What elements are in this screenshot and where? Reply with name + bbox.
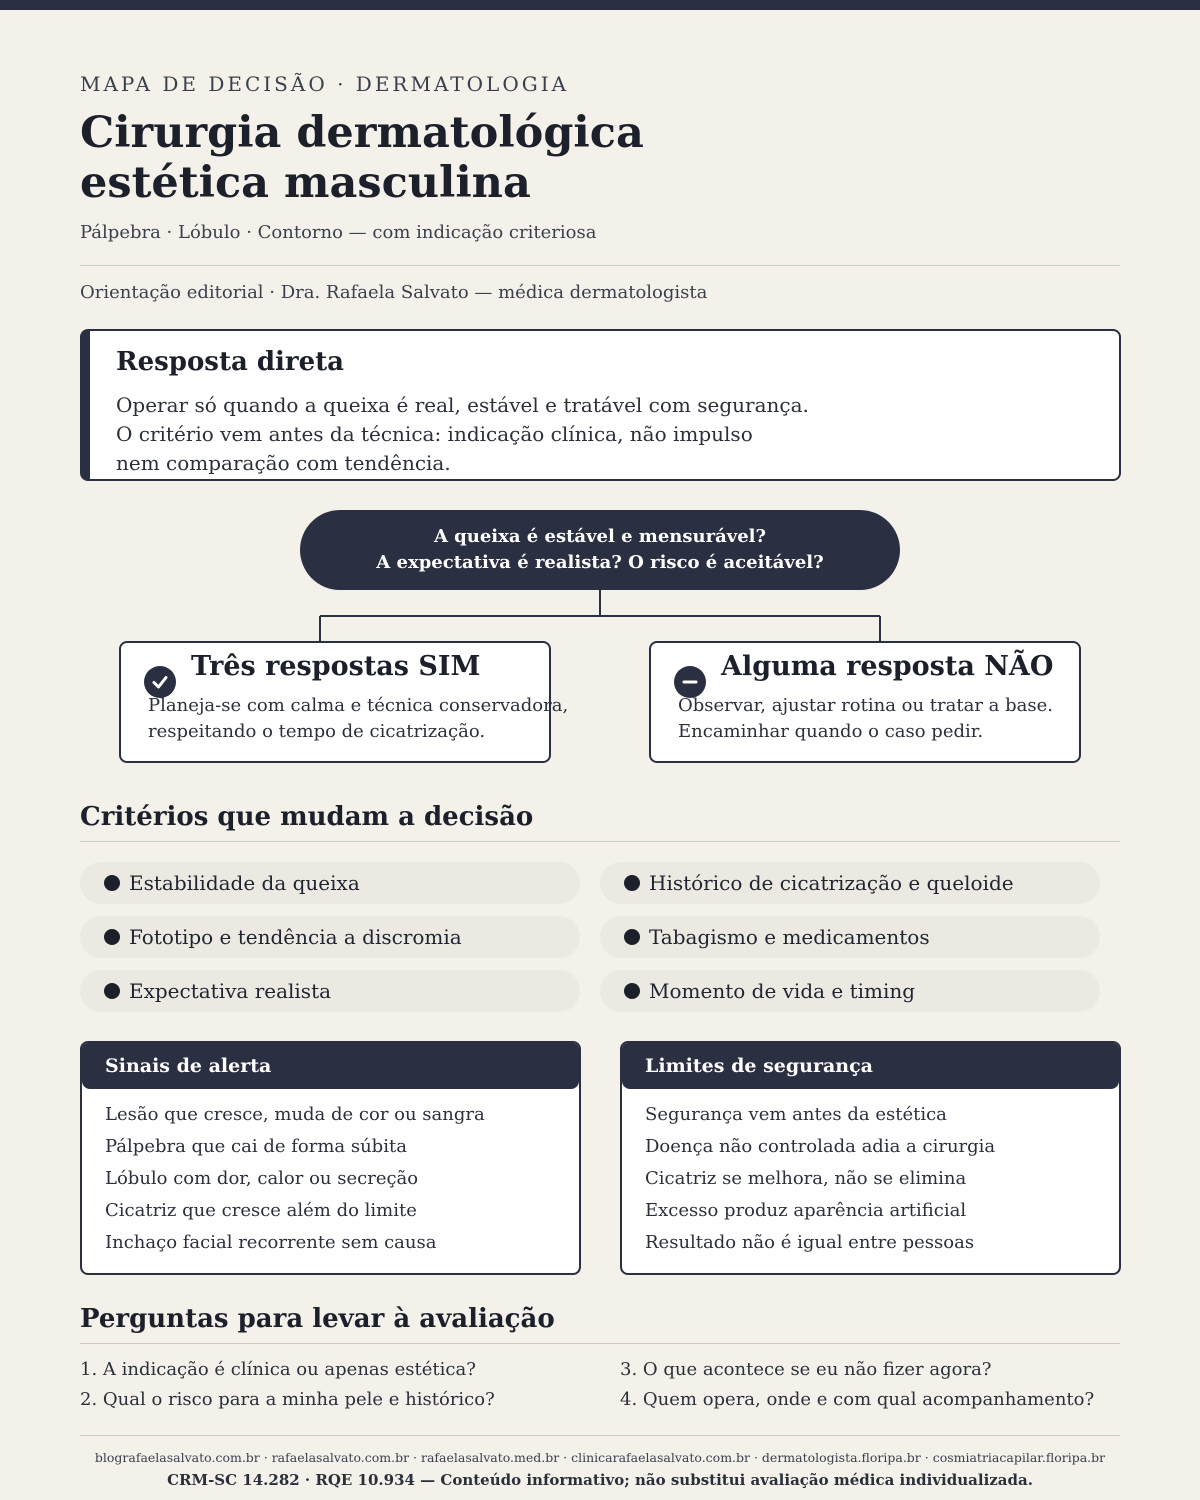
direct-answer-line-2: O critério vem antes da técnica: indicação clínica, não impulso [116,422,753,446]
branch-no-title: Alguma resposta NÃO [721,651,1054,682]
bullet-dot-icon [624,875,640,891]
criterion-label: Estabilidade da queixa [129,871,360,895]
branch-no-line-2: Encaminhar quando o caso pedir. [678,721,984,742]
branch-no-text [678,693,1053,745]
page-title-line-1: Cirurgia dermatológica [80,108,644,158]
limits-list-item: Resultado não é igual entre pessoas [645,1232,975,1253]
eyebrow-label: MAPA DE DECISÃO · DERMATOLOGIA [80,72,570,96]
bullet-dot-icon [104,875,120,891]
criterion-label: Tabagismo e medicamentos [649,925,930,949]
criterion-label: Expectativa realista [129,979,332,1003]
question-item: 2. Qual o risco para a minha pele e histórico? [80,1389,495,1410]
branch-yes-text [148,693,568,745]
limits-list-item: Doença não controlada adia a cirurgia [645,1136,996,1157]
criterion-chip [600,862,1100,904]
limits-panel-title: Limites de segurança [622,1043,1119,1089]
limits-list [622,1089,1119,1259]
alerts-list-item: Inchaço facial recorrente sem causa [105,1232,437,1253]
page-subtitle: Pálpebra · Lóbulo · Contorno — com indicação criteriosa [80,222,597,243]
limits-list-item: Excesso produz aparência artificial [645,1200,967,1221]
byline: Orientação editorial · Dra. Rafaela Salvato — médica dermatologista [80,282,708,303]
footer-divider [80,1435,1120,1436]
direct-answer-line-1: Operar só quando a queixa é real, estável e tratável com segurança. [116,393,809,417]
decision-connector [0,0,1200,660]
branch-yes-box [119,641,569,763]
question-item: 4. Quem opera, onde e com qual acompanhamento? [620,1389,1095,1410]
bullet-dot-icon [104,929,120,945]
decision-question-line-1: A queixa é estável e mensurável? [433,526,767,547]
limits-panel [620,1041,1121,1275]
alerts-list-item: Lóbulo com dor, calor ou secreção [105,1168,419,1189]
criteria-title: Critérios que mudam a decisão [80,802,534,832]
questions-divider [80,1343,1120,1344]
branch-yes-line-1: Planeja-se com calma e técnica conservadora, [148,695,569,716]
decision-question-line-2: A expectativa é realista? O risco é aceitável? [376,552,824,573]
alerts-panel-title: Sinais de alerta [82,1043,579,1089]
limits-list-item: Segurança vem antes da estética [645,1104,947,1125]
limits-list-item: Cicatriz se melhora, não se elimina [645,1168,967,1189]
question-item: 3. O que acontece se eu não fizer agora? [620,1359,992,1380]
criterion-chip [600,916,1100,958]
criterion-label: Fototipo e tendência a discromia [129,925,462,949]
criterion-label: Histórico de cicatrização e queloide [649,871,1014,895]
alerts-list-item: Pálpebra que cai de forma súbita [105,1136,407,1157]
question-item: 1. A indicação é clínica ou apenas estética? [80,1359,476,1380]
footer-links: blografaelasalvato.com.br · rafaelasalvato.com.br · rafaelasalvato.med.br · clinicarafaelasalvato.com.br · dermatologista.floripa.br · cosmiatriacapilar.floripa.br [94,1450,1106,1465]
branch-yes-line-2: respeitando o tempo de cicatrização. [148,721,486,742]
alerts-list-item: Cicatriz que cresce além do limite [105,1200,417,1221]
criterion-chip [80,970,580,1012]
criteria-divider [80,841,1120,842]
alerts-list-item: Lesão que cresce, muda de cor ou sangra [105,1104,485,1125]
footer-legal: CRM-SC 14.282 · RQE 10.934 — Conteúdo informativo; não substitui avaliação médica individualizada. [167,1471,1033,1489]
alerts-list [82,1089,579,1259]
bullet-dot-icon [624,983,640,999]
criterion-chip [600,970,1100,1012]
direct-answer-line-3: nem comparação com tendência. [116,451,451,475]
criterion-chip [80,862,580,904]
page-title-line-2: estética masculina [80,158,531,208]
branch-no-line-1: Observar, ajustar rotina ou tratar a base. [678,695,1053,716]
questions-title: Perguntas para levar à avaliação [80,1304,555,1334]
alerts-panel [80,1041,581,1275]
branch-no-box [649,641,1081,763]
direct-answer-title: Resposta direta [116,347,345,377]
branch-yes-title: Três respostas SIM [191,651,481,682]
bullet-dot-icon [624,929,640,945]
criterion-label: Momento de vida e timing [649,979,916,1003]
criterion-chip [80,916,580,958]
bullet-dot-icon [104,983,120,999]
